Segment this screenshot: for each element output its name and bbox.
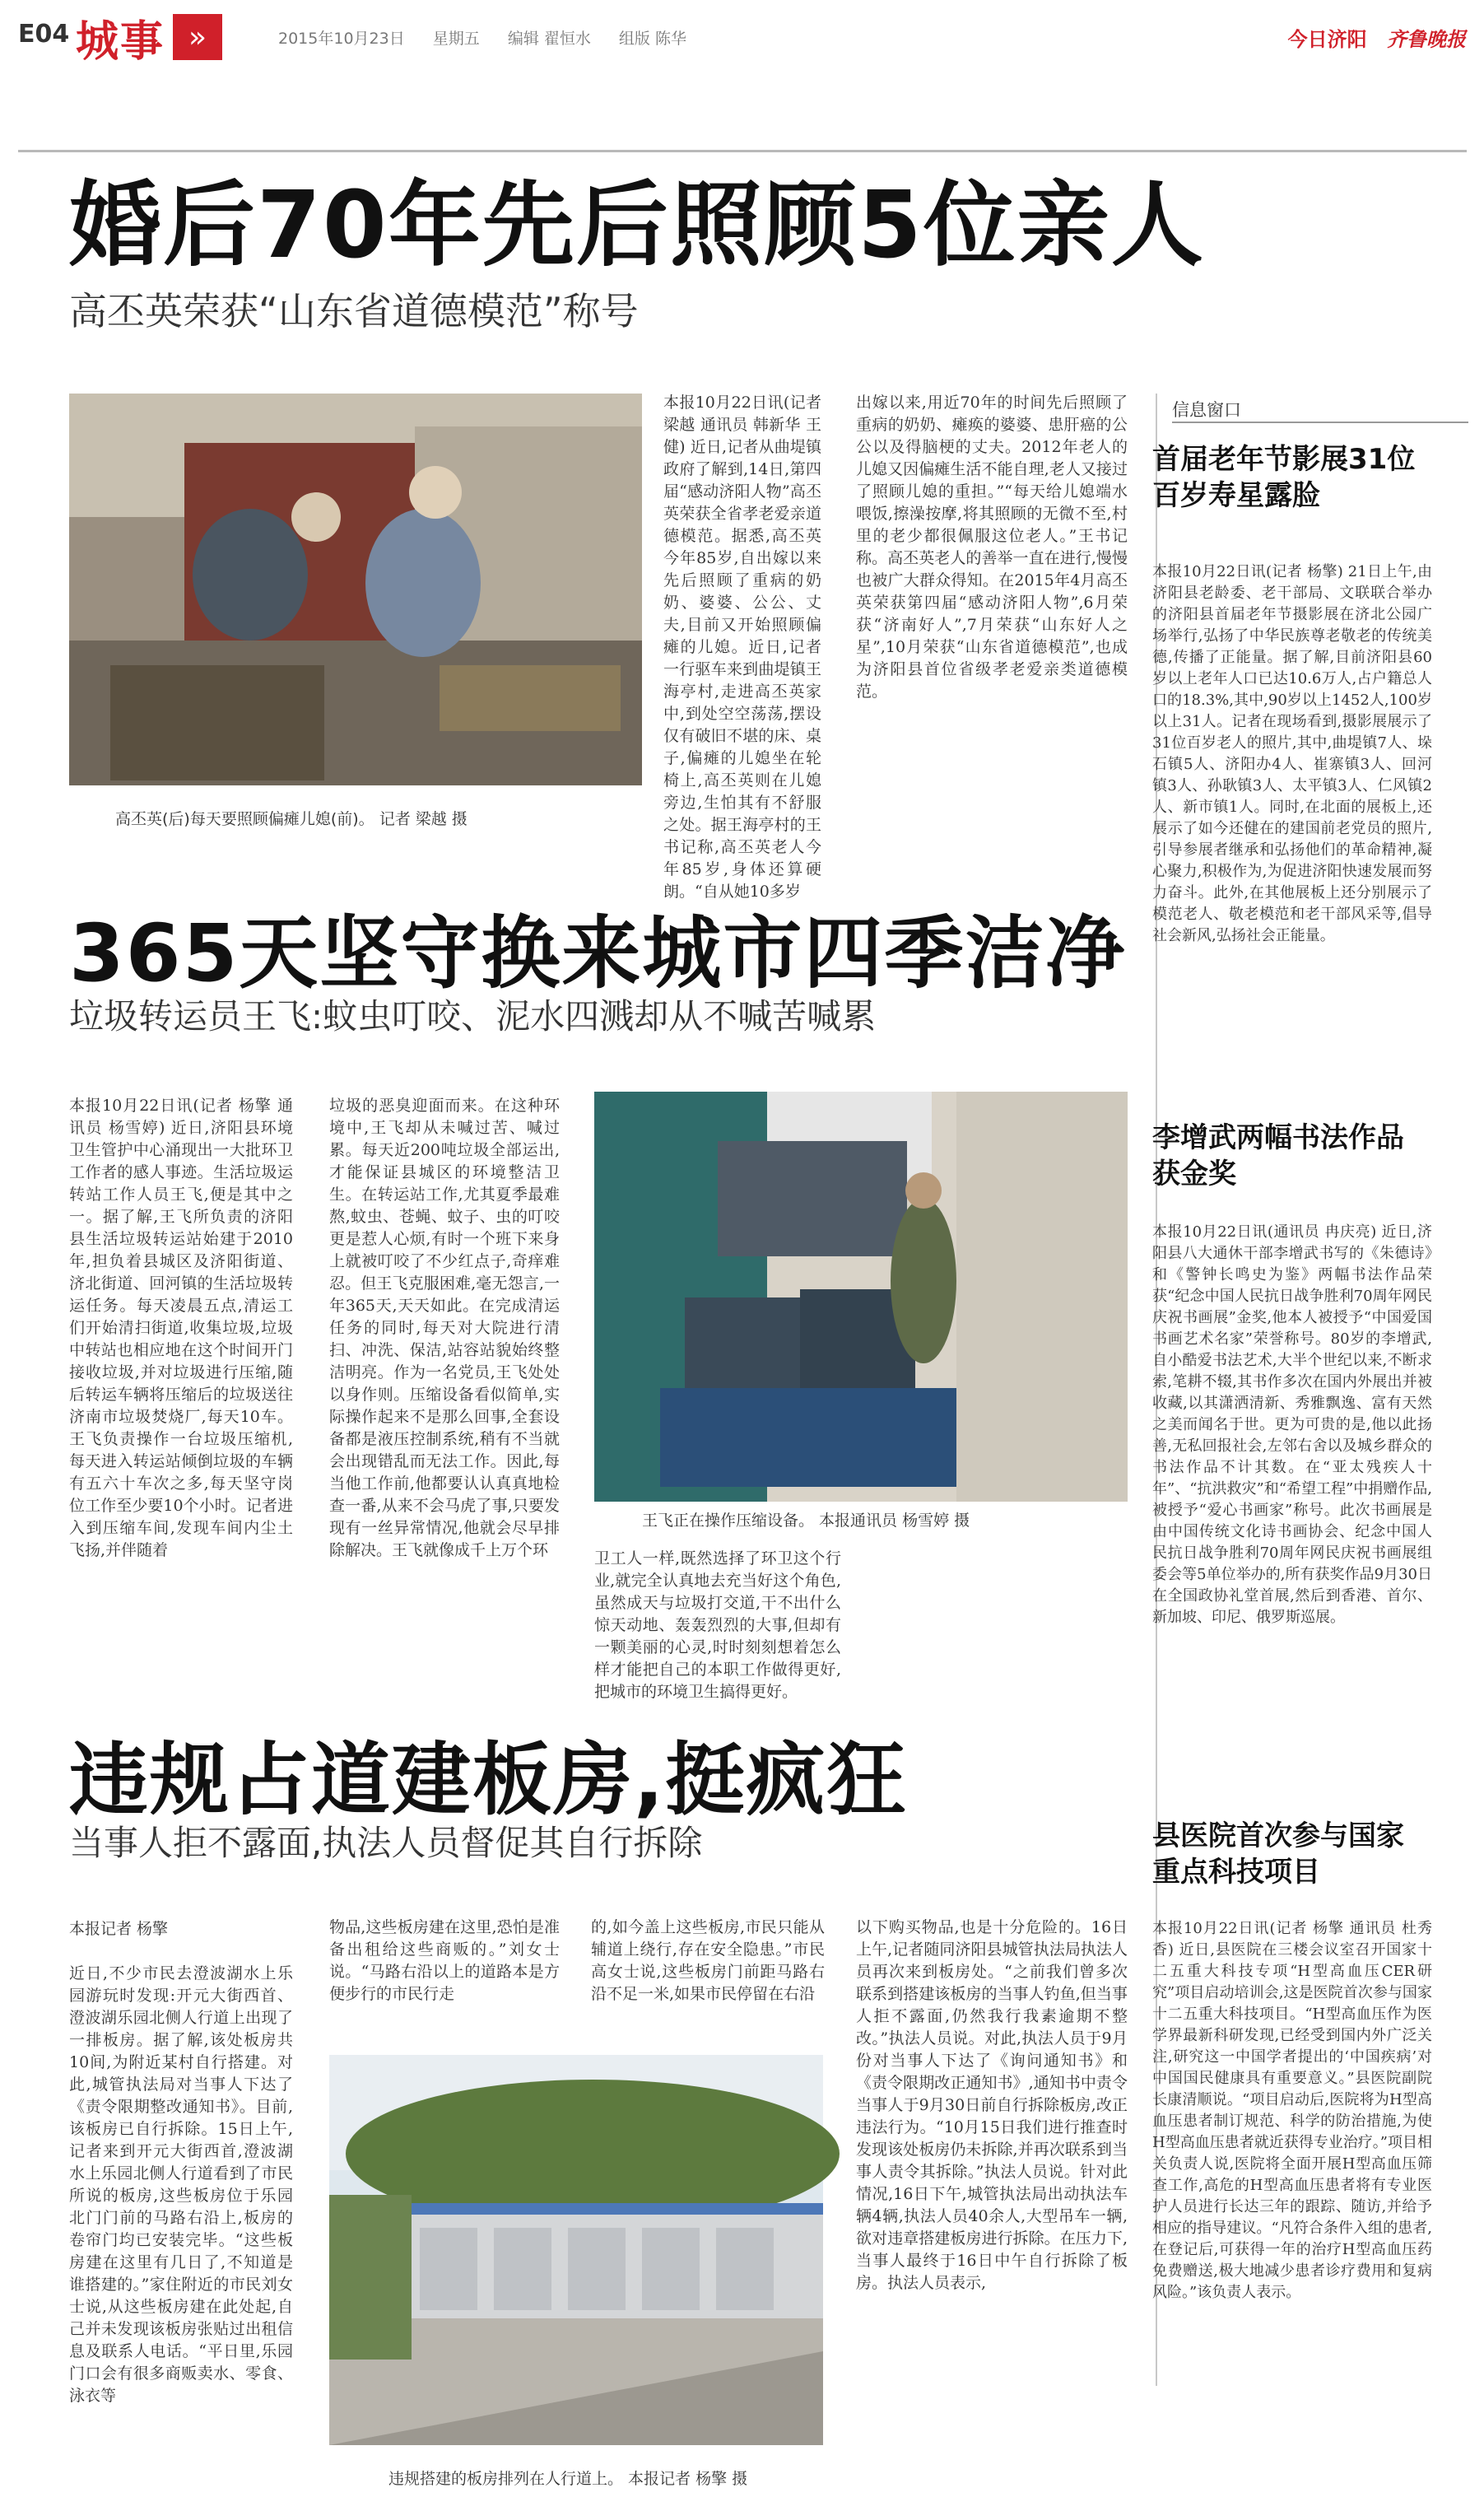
story1-title: 婚后70年先后照顾5位亲人	[69, 172, 1205, 279]
sidebar-item2-text: 本报10月22日讯(通讯员 冉庆亮) 近日,济阳县八大通休干部李增武书写的《朱德诗》和《警钟长鸣史为鉴》两幅书法作品荣获“纪念中国人民抗日战争胜利70周年网民庆祝书画展”金奖,他本人被授予“中国爱国书画艺术名家”荣誉称号。80岁的李增武,自小酷爱书法艺术,大半个世纪以来,不断求索,笔耕不辍,其书作多次在国内外展出并被收藏,以其潇洒清新、秀雅飘逸、富有天然之美而闻名于世。更为可贵的是,他以此扬善,无私回报社会,左邻右舍以及城乡群众的书法作品不计其数。在“亚太残疾人十年”、“抗洪救灾”和“希望工程”中捐赠作品,被授予“爱心书画家”称号。此次书画展是由中国传统文化诗书画协会、纪念中国人民抗日战争胜利70周年网民庆祝书画展组委会等5单位举办的,所有获奖作品9月30日在全国政协礼堂首展,然后到香港、首尔、新加坡、印尼、俄罗斯巡展。	[1152, 1223, 1432, 1626]
section-name: 城事	[76, 16, 165, 67]
section-label	[76, 12, 257, 67]
sidebar-item1-title: 首届老年节影展31位百岁寿星露脸	[1152, 443, 1416, 512]
sidebar-item2-title: 李增武两幅书法作品获金奖	[1152, 1121, 1404, 1190]
story3-column-2: 物品,这些板房建在这里,恐怕是准备出租给这些商贩的。”刘女士说。“马路右沿以上的道路本是方便步行的市民行走	[329, 1918, 560, 2003]
sidebar-tag: 信息窗口	[1172, 400, 1241, 420]
story3-title: 违规占道建板房,挺疯狂	[69, 1734, 908, 1826]
story1-column-1: 本报10月22日讯(记者 梁越 通讯员 韩新华 王健) 近日,记者从曲堤镇政府了解到,14日,第四届“感动济阳人物”高丕英荣获全省孝老爱亲道德模范。据悉,高丕英今年85岁,自出嫁以来先后照顾了重病的奶奶、婆婆、公公、丈夫,目前又开始照顾偏瘫的儿媳。近日,记者一行驱车来到曲堤镇王海亭村,走进高丕英家中,到处空空荡荡,摆设仅有破旧不堪的床、桌子,偏瘫的儿媳坐在轮椅上,高丕英则在儿媳旁边,生怕其有不舒服之处。据王海亭村的王书记称,高丕英老人今年85岁,身体还算硬朗。“自从她10多岁	[663, 394, 821, 901]
sidebar-tag-rule	[1172, 422, 1468, 423]
story3-photo	[329, 2055, 823, 2445]
story1-photo	[69, 394, 642, 785]
chevron-right-icon: »	[173, 14, 222, 60]
story2-column-3: 卫工人一样,既然选择了环卫这个行业,就完全认真地去充当好这个角色,虽然成天与垃圾打交道,干不出什么惊天动地、轰轰烈烈的大事,但却有一颗美丽的心灵,时时刻刻想着怎么样才能把自己的本职工作做得更好,把城市的环境卫生搞得更好。	[594, 1549, 841, 1701]
story3-subtitle: 当事人拒不露面,执法人员督促其自行拆除	[69, 1823, 703, 1863]
story3-byline: 本报记者 杨擎	[69, 1920, 169, 1938]
issue-info	[278, 26, 709, 49]
story3-column-4: 以下购买物品,也是十分危险的。16日上午,记者随同济阳县城管执法局执法人员再次来到板房处。“之前我们曾多次联系到搭建该板房的当事人钓鱼,但当事人拒不露面,仍然我行我素逾期不整改。”执法人员说。对此,执法人员于9月份对当事人下达了《询问通知书》和《责令限期改正通知书》,通知书中责令当事人于9月30日前自行拆除板房,改正违法行为。“10月15日我们进行推查时发现该处板房仍未拆除,并再次联系到当事人责令其拆除。”执法人员说。针对此情况,16日下午,城管执法局出动执法车辆4辆,执法人员40余人,大型吊车一辆,欲对违章搭建板房进行拆除。在压力下,当事人最终于16日中午自行拆除了板房。执法人员表示,	[856, 1918, 1128, 2292]
brand-column: 今日济阳	[1287, 28, 1367, 51]
elderly-women-photo	[69, 394, 642, 785]
story2-column-2: 垃圾的恶臭迎面而来。在这种环境中,王飞却从未喊过苦、喊过累。每天近200吨垃圾全部运出,才能保证县城区的环境整洁卫生。在转运站工作,尤其夏季最难熬,蚊虫、苍蝇、蚊子、虫的叮咬更是惹人心烦,有时一个班下来身上就被叮咬了不少红点子,奇痒难忍。但王飞克服困难,毫无怨言,一年365天,天天如此。在完成清运任务的同时,每天对大院进行清扫、冲洗、保洁,站容站貌始终整洁明亮。作为一名党员,王飞处处以身作则。压缩设备看似简单,实际操作起来不是那么回事,全套设备都是液压控制系统,稍有不当就会出现错乱而无法工作。因此,每当他工作前,他都要认认真真地检查一番,从来不会马虎了事,只要发现有一丝异常情况,他就会尽早排除解决。王飞就像成千上万个环	[329, 1097, 560, 1559]
story1-caption: 高丕英(后)每天要照顾偏瘫儿媳(前)。 记者 梁越 摄	[115, 810, 468, 828]
sidebar-item1-text: 本报10月22日讯(记者 杨擎) 21日上午,由济阳县老龄委、老干部局、文联联合举办的济阳县首届老年节摄影展在济北公园广场举行,弘扬了中华民族尊老敬老的传统美德,传播了正能量。据了解,目前济阳县60岁以上老年人口已达10.6万人,占户籍总人口的18.3%,其中,90岁以上1452人,100岁以上31人。记者在现场看到,摄影展展示了31位百岁老人的照片,其中,曲堤镇7人、垛石镇5人、济阳办4人、崔寨镇3人、回河镇3人、孙耿镇3人、太平镇3人、仁风镇2人、新市镇1人。同时,在北面的展板上,还展示了如今还健在的建国前老党员的照片,引导参展者继承和弘扬他们的革命精神,凝心聚力,积极作为,为促进济阳快速发展而努力奋斗。此外,在其他展板上还分别展示了模范老人、敬老模范和老干部风采等,倡导社会新风,弘扬社会正能量。	[1152, 563, 1432, 944]
sidebar-item3-title: 县医院首次参与国家重点科技项目	[1152, 1819, 1404, 1889]
compressor-worker-photo	[594, 1092, 1128, 1502]
story1-subtitle: 高丕英荣获“山东省道德模范”称号	[69, 289, 639, 333]
issue-layout: 组版 陈华	[618, 30, 686, 48]
story3-column-3: 的,如今盖上这些板房,市民只能从辅道上绕行,存在安全隐患。”市民高女士说,这些板房门前距马路右沿不足一米,如果市民停留在右沿	[591, 1918, 825, 2003]
story2-column-1: 本报10月22日讯(记者 杨擎 通讯员 杨雪婷) 近日,济阳县环境卫生管护中心涌现出一大批环卫工作者的感人事迹。生活垃圾运转站工作人员王飞,便是其中之一。据了解,王飞所负责的济阳县生活垃圾转运站始建于2010年,担负着县城区及济阳街道、济北街道、回河镇的生活垃圾转运任务。每天凌晨五点,清运工们开始清扫街道,收集垃圾,垃圾中转站也相应地在这个时间开门接收垃圾,并对垃圾进行压缩,随后转运车辆将压缩后的垃圾送往济南市垃圾焚烧厂,每天10车。王飞负责操作一台垃圾压缩机,每天进入转运站倾倒垃圾的车辆有五六十车次之多,每天坚守岗位工作至少要10个小时。记者进入到压缩车间,发现车间内尘土飞扬,并伴随着	[69, 1097, 293, 1559]
story2-subtitle: 垃圾转运员王飞:蚊虫叮咬、泥水四溅却从不喊苦喊累	[69, 996, 877, 1037]
header-rule	[18, 150, 1467, 152]
page-number: E04	[18, 20, 70, 49]
story3-column-1: 近日,不少市民去澄波湖水上乐园游玩时发现:开元大街西首、澄波湖乐园北侧人行道上出现了一排板房。据了解,该处板房共10间,为附近某村自行搭建。对此,城管执法局对当事人下达了《责令限期整改通知书》。目前,该板房已自行拆除。15日上午,记者来到开元大街西首,澄波湖水上乐园北侧人行道看到了市民所说的板房,这些板房位于乐园北门门前的马路右沿上,板房的卷帘门均已安装完毕。“这些板房建在这里有几日了,不知道是谁搭建的。”家住附近的市民刘女士说,从这些板房建在此处起,自己并未发现该板房张贴过出租信息及联系人电话。“平日里,乐园门口会有很多商贩卖水、零食、泳衣等	[69, 1964, 293, 2405]
sidebar-item3-text: 本报10月22日讯(记者 杨擎 通讯员 杜秀香) 近日,县医院在三楼会议室召开国家十二五重大科技专项“H型高血压CER研究”项目启动培训会,这是医院首次参与国家十二五重大科技项目。“H型高血压作为医学界最新科研发现,已经受到国内外广泛关注,研究这一中国学者提出的‘中国疾病’对中国国民健康具有重要意义。”县医院副院长康清顺说。“项目启动后,医院将为H型高血压患者制订规范、科学的防治措施,为使H型高血压患者就近获得专业治疗。”项目相关负责人说,医院将全面开展H型高血压筛查工作,高危的H型高血压患者将有专业医护人员进行长达三年的跟踪、随访,并给予相应的指导建议。“凡符合条件入组的患者,在登记后,可获得一年的治疗H型高血压药免费赠送,极大地减少患者诊疗费用和复病风险。”该负责人表示。	[1152, 1920, 1432, 2301]
story2-caption: 王飞正在操作压缩设备。 本报通讯员 杨雪婷 摄	[642, 1512, 970, 1530]
newspaper-logo: 齐鲁晚报	[1387, 27, 1466, 51]
issue-editor: 编辑 翟恒水	[507, 30, 591, 48]
sidewalk-shacks-photo	[329, 2055, 823, 2445]
issue-date: 2015年10月23日	[278, 30, 405, 48]
story2-title: 365天坚守换来城市四季洁净	[69, 907, 1127, 999]
story2-photo	[594, 1092, 1128, 1502]
brand	[1288, 23, 1466, 52]
issue-weekday: 星期五	[432, 30, 480, 48]
story3-caption: 违规搭建的板房排列在人行道上。 本报记者 杨擎 摄	[388, 2470, 748, 2488]
story1-column-2: 出嫁以来,用近70年的时间先后照顾了重病的奶奶、瘫痪的婆婆、患肝癌的公公以及得脑梗的丈夫。2012年老人的儿媳又因偏瘫生活不能自理,老人又接过了照顾儿媳的重担。”“每天给儿媳端水喂饭,擦澡按摩,将其照顾的无微不至,村里的老少都很佩服这位老人。”王书记称。高丕英老人的善举一直在进行,慢慢也被广大群众得知。在2015年4月高丕英荣获第四届“感动济阳人物”,6月荣获“济南好人”,7月荣获“山东好人之星”,10月荣获“山东省道德模范”,也成为济阳县首位省级孝老爱亲类道德模范。	[856, 394, 1128, 701]
